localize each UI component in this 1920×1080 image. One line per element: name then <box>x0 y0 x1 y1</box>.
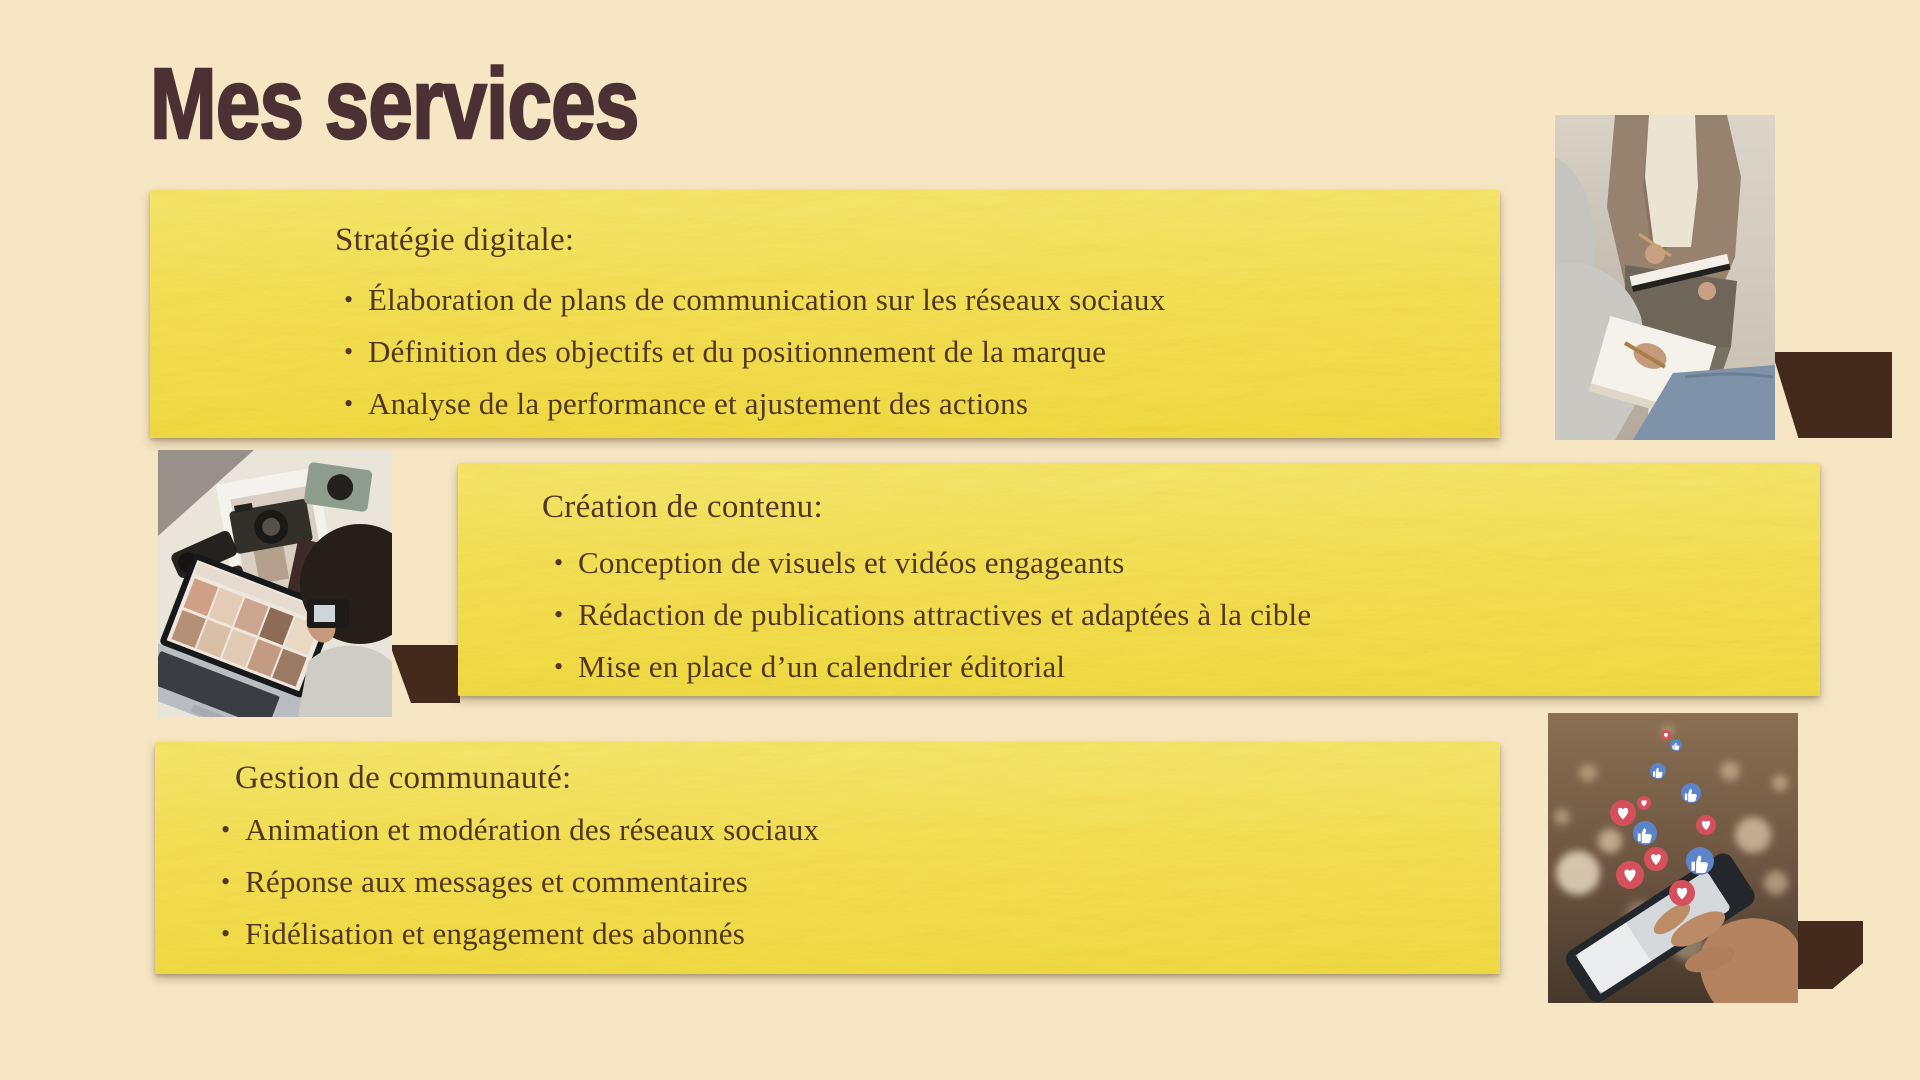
section-heading: Gestion de communauté: <box>235 760 572 796</box>
section-content <box>155 742 1500 960</box>
bullet-item: • Conception de visuels et vidéos engageants <box>578 537 1820 589</box>
photo-offset-shadow <box>1795 921 1863 989</box>
photo-offset-shadow <box>1772 352 1892 438</box>
bullet-list <box>245 804 1500 960</box>
bullet-item: • Fidélisation et engagement des abonnés <box>245 908 1500 960</box>
phone-social-illustration <box>1548 713 1798 1003</box>
section-heading: Création de contenu: <box>542 489 823 525</box>
section-gestion-de-communaute <box>155 742 1500 974</box>
section-content <box>150 190 1500 430</box>
phone-social-engagement-photo <box>1548 713 1798 1003</box>
meeting-notes-photo <box>1555 115 1775 440</box>
content-creation-flatlay-photo <box>158 450 392 717</box>
bullet-item: • Définition des objectifs et du positionnement de la marque <box>368 326 1500 378</box>
section-content <box>458 463 1820 693</box>
section-strategie-digitale <box>150 190 1500 438</box>
flatlay-illustration <box>158 450 392 717</box>
bullet-item: • Rédaction de publications attractives et adaptées à la cible <box>578 589 1820 641</box>
page-title: Mes services <box>150 48 639 160</box>
meeting-notes-illustration <box>1555 115 1775 440</box>
bullet-item: • Animation et modération des réseaux sociaux <box>245 804 1500 856</box>
bullet-item: • Analyse de la performance et ajustement des actions <box>368 378 1500 430</box>
section-heading: Stratégie digitale: <box>335 222 575 258</box>
bullet-list <box>368 274 1500 430</box>
bullet-item: • Élaboration de plans de communication sur les réseaux sociaux <box>368 274 1500 326</box>
bullet-list <box>578 537 1820 693</box>
section-creation-de-contenu <box>458 463 1820 696</box>
bullet-item: • Mise en place d’un calendrier éditorial <box>578 641 1820 693</box>
photo-offset-shadow <box>390 645 460 703</box>
bullet-item: • Réponse aux messages et commentaires <box>245 856 1500 908</box>
